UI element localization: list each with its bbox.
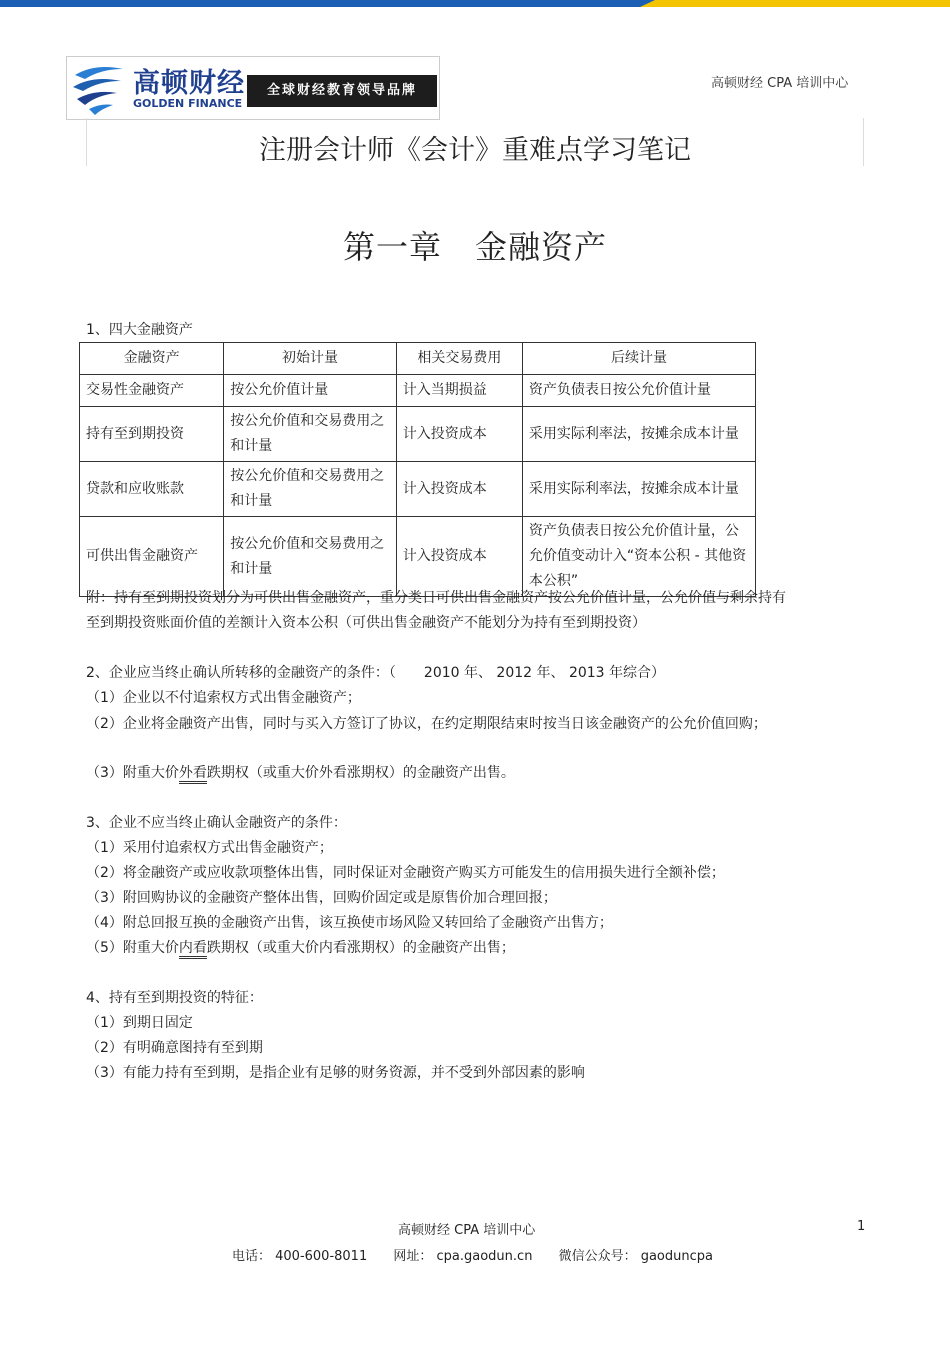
table-cell: 采用实际利率法，按摊余成本计量	[522, 462, 755, 517]
list-item: （3）附回购协议的金融资产整体出售，回购价固定或是原售价加合理回报；	[86, 890, 557, 906]
table-row	[80, 517, 756, 597]
table-cell: 计入当期损益	[396, 375, 522, 407]
document-title: 注册会计师《会计》重难点学习笔记	[259, 135, 691, 166]
table-cell: 持有至到期投资	[80, 407, 224, 462]
table-header-row	[80, 343, 756, 375]
section1-title: 1、四大金融资产	[86, 322, 193, 338]
section1-note: 附：持有至到期投资划分为可供出售金融资产，重分类日可供出售金融资产按公允价值计量，公允价值与剩余持有至到期投资账面价值的差额计入资本公积（可供出售金融资产不能划分为持有至到期投资）	[86, 590, 786, 631]
list-item: （1）到期日固定	[86, 1015, 193, 1031]
top-color-bar	[0, 0, 950, 10]
list-item: （2）企业将金融资产出售，同时与买入方签订了协议，在约定期限结束时按当日该金融资产的公允价值回购；	[86, 716, 767, 732]
table-cell: 按公允价值和交易费用之和计量	[224, 517, 397, 597]
list-item: （2）将金融资产或应收款项整体出售，同时保证对金融资产购买方可能发生的信用损失进行全额补偿；	[86, 865, 725, 881]
brand-slogan: 全球财经教育领导品牌	[247, 75, 437, 107]
table-cell: 计入投资成本	[396, 407, 522, 462]
table-cell: 可供出售金融资产	[80, 517, 224, 597]
table-header: 后续计量	[522, 343, 755, 375]
list-item-text: 跌期权（或重大价外看涨期权）的金融资产出售。	[206, 765, 515, 781]
table-header: 金融资产	[80, 343, 224, 375]
table-header: 相关交易费用	[396, 343, 522, 375]
list-item-text: 跌期权（或重大价内看涨期权）的金融资产出售；	[206, 940, 515, 956]
footer-website: 网址： cpa.gaodun.cn	[393, 1249, 533, 1264]
header-right-text: 高顿财经 CPA 培训中心	[711, 76, 849, 91]
financial-assets-table	[79, 342, 756, 597]
underlined-term: 外看	[179, 765, 207, 784]
table-cell: 贷款和应收账款	[80, 462, 224, 517]
list-item: （3）有能力持有至到期，是指企业有足够的财务资源，并不受到外部因素的影响	[86, 1065, 585, 1081]
footer-phone: 电话： 400-600-8011	[232, 1249, 368, 1264]
list-item	[86, 762, 515, 782]
list-item	[86, 937, 515, 957]
list-item: （1）采用付追索权方式出售金融资产；	[86, 840, 333, 856]
brand-name-en: GOLDEN FINANCE	[133, 97, 243, 110]
chapter-title: 第一章 金融资产	[342, 228, 607, 266]
list-item: （1）企业以不付追索权方式出售金融资产；	[86, 690, 361, 706]
table-cell: 采用实际利率法，按摊余成本计量	[522, 407, 755, 462]
section2-title: 2、企业应当终止确认所转移的金融资产的条件：（ 2010 年、 2012 年、 2013 年综合）	[86, 665, 666, 681]
section3-title: 3、企业不应当终止确认金融资产的条件：	[86, 815, 347, 831]
page-number: 1	[857, 1219, 866, 1234]
table-cell: 按公允价值和交易费用之和计量	[224, 462, 397, 517]
footer-wechat: 微信公众号： gaoduncpa	[558, 1249, 713, 1264]
table-row	[80, 462, 756, 517]
top-bar-blue	[0, 0, 655, 7]
table-row	[80, 375, 756, 407]
table-cell: 计入投资成本	[396, 517, 522, 597]
table-cell: 资产负债表日按公允价值计量，公允价值变动计入“资本公积 - 其他资本公积”	[522, 517, 755, 597]
top-bar-yellow	[640, 0, 950, 7]
table-cell: 计入投资成本	[396, 462, 522, 517]
footer-center-text: 高顿财经 CPA 培训中心	[398, 1223, 536, 1238]
golden-finance-wing-icon	[71, 61, 127, 115]
brand-name: 高顿财经	[133, 68, 245, 99]
list-item-text: （5）附重大价	[86, 940, 179, 956]
list-item: （4）附总回报互换的金融资产出售，该互换使市场风险又转回给了金融资产出售方；	[86, 915, 613, 931]
footer-contact	[232, 1245, 735, 1264]
table-row	[80, 407, 756, 462]
list-item-text: （3）附重大价	[86, 765, 179, 781]
table-header: 初始计量	[224, 343, 397, 375]
table-cell: 按公允价值计量	[224, 375, 397, 407]
company-logo	[66, 56, 440, 120]
table-cell: 交易性金融资产	[80, 375, 224, 407]
table-cell: 按公允价值和交易费用之和计量	[224, 407, 397, 462]
section4-title: 4、持有至到期投资的特征：	[86, 990, 263, 1006]
list-item: （2）有明确意图持有至到期	[86, 1040, 263, 1056]
table-cell: 资产负债表日按公允价值计量	[522, 375, 755, 407]
underlined-term: 内看	[179, 940, 207, 959]
